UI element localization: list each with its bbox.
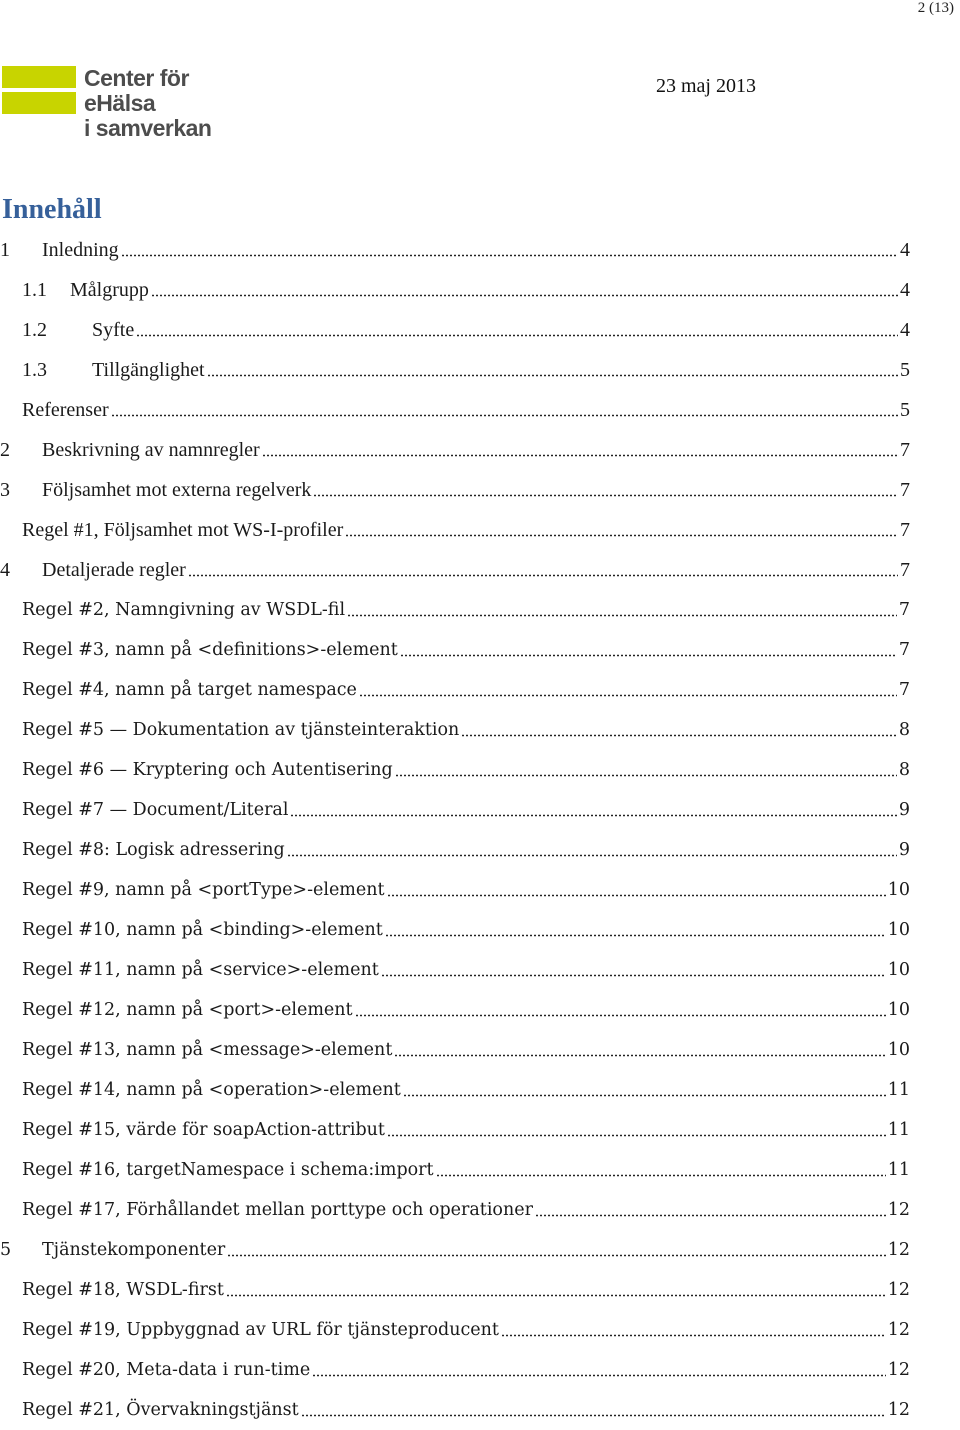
toc-entry-page: 10: [887, 960, 910, 980]
toc-entry[interactable]: [0, 310, 910, 350]
toc-entry-page: 12: [887, 1280, 910, 1300]
toc-entry-page: 4: [900, 238, 910, 261]
toc-entry-title: Regel #17, Förhållandet mellan porttype och operationer: [22, 1200, 533, 1220]
toc-entry[interactable]: [0, 1310, 910, 1350]
toc-entry[interactable]: [0, 550, 910, 590]
toc-dot-leader: [151, 294, 898, 297]
toc-entry[interactable]: [0, 910, 910, 950]
toc-entry[interactable]: [0, 870, 910, 910]
toc-dot-leader: [188, 574, 898, 577]
toc-entry-title: Tjänstekomponenter: [42, 1240, 226, 1260]
toc-entry-page: 12: [887, 1200, 910, 1220]
toc-entry[interactable]: [0, 1110, 910, 1150]
toc-entry-title: Regel #13, namn på <message>-element: [22, 1040, 393, 1060]
toc-entry-title: Beskrivning av namnregler: [42, 438, 260, 461]
toc-entry-title: Regel #10, namn på <binding>-element: [22, 920, 383, 940]
toc-entry-number: 3: [0, 478, 10, 501]
toc-entry[interactable]: [0, 750, 910, 790]
toc-entry-number: 1.1: [22, 278, 47, 301]
toc-dot-leader: [312, 1374, 886, 1377]
toc-dot-leader: [290, 814, 896, 817]
document-date: 23 maj 2013: [656, 75, 756, 97]
toc-entry[interactable]: [0, 710, 910, 750]
toc-entry-page: 12: [887, 1240, 910, 1260]
toc-entry[interactable]: [0, 1230, 910, 1270]
toc-dot-leader: [111, 414, 898, 417]
toc-dot-leader: [347, 614, 897, 617]
toc-entry-title: Regel #18, WSDL-first: [22, 1280, 224, 1300]
toc-entry[interactable]: [0, 1030, 910, 1070]
logo: [2, 65, 262, 141]
toc-heading: Innehåll: [2, 194, 102, 225]
toc-entry-page: 7: [898, 680, 910, 700]
toc-entry[interactable]: [0, 790, 910, 830]
toc-entry-number: 1.2: [22, 318, 47, 341]
toc-entry-page: 7: [900, 438, 910, 461]
toc-entry-page: 5: [900, 358, 910, 381]
toc-entry-title: Regel #6 — Kryptering och Autentisering: [22, 760, 393, 780]
toc-entry[interactable]: [0, 1070, 910, 1110]
toc-dot-leader: [501, 1334, 886, 1337]
toc-entry-title: Inledning: [42, 238, 119, 261]
toc-dot-leader: [403, 1094, 886, 1097]
toc-entry-title: Regel #8: Logisk adressering: [22, 840, 285, 860]
toc-entry-page: 4: [900, 318, 910, 341]
toc-dot-leader: [359, 694, 897, 697]
toc-entry-number: 1.3: [22, 358, 47, 381]
toc-entry[interactable]: [0, 230, 910, 270]
toc-entry-title: Referenser: [22, 398, 109, 421]
toc-dot-leader: [381, 974, 886, 977]
toc-entry[interactable]: [0, 990, 910, 1030]
toc-entry-page: 11: [887, 1080, 910, 1100]
toc-entry[interactable]: [0, 470, 910, 510]
toc-entry-number: 4: [0, 558, 10, 581]
toc-entry[interactable]: [0, 670, 910, 710]
toc-entry-title: Regel #12, namn på <port>-element: [22, 1000, 353, 1020]
toc-dot-leader: [355, 1014, 886, 1017]
logo-line-1: Center för eHälsa: [84, 65, 189, 116]
toc-entry[interactable]: [0, 1270, 910, 1310]
toc-entry[interactable]: [0, 830, 910, 870]
toc-entry[interactable]: [0, 350, 910, 390]
toc-entry[interactable]: [0, 1390, 910, 1430]
toc-entry-page: 12: [887, 1400, 910, 1420]
toc-entry[interactable]: [0, 1350, 910, 1390]
toc-dot-leader: [461, 734, 897, 737]
toc-entry-title: Regel #16, targetNamespace i schema:import: [22, 1160, 434, 1180]
toc-dot-leader: [387, 894, 886, 897]
toc-dot-leader: [387, 1134, 886, 1137]
toc-entry[interactable]: [0, 630, 910, 670]
toc-entry-page: 8: [898, 760, 910, 780]
toc-entry-number: 1: [0, 238, 10, 261]
toc-entry[interactable]: [0, 1150, 910, 1190]
toc-dot-leader: [535, 1214, 886, 1217]
toc-entry-page: 12: [887, 1320, 910, 1340]
toc-entry-page: 10: [887, 880, 910, 900]
toc-entry[interactable]: [0, 1190, 910, 1230]
toc-dot-leader: [226, 1294, 886, 1297]
logo-text: [84, 66, 262, 141]
toc-entry[interactable]: [0, 430, 910, 470]
toc-dot-leader: [287, 854, 897, 857]
toc-entry-page: 8: [898, 720, 910, 740]
toc-entry-page: 7: [900, 558, 910, 581]
toc-entry-title: Regel #7 — Document/Literal: [22, 800, 289, 820]
toc-entry-title: Regel #11, namn på <service>-element: [22, 960, 379, 980]
toc-entry-page: 7: [900, 518, 910, 541]
page-number: 2 (13): [917, 0, 954, 16]
toc-entry-page: 10: [887, 920, 910, 940]
toc-entry-number: 2: [0, 438, 10, 461]
toc-entry[interactable]: [0, 950, 910, 990]
toc-entry-title: Regel #15, värde för soapAction-attribut: [22, 1120, 385, 1140]
toc-entry-title: Regel #5 — Dokumentation av tjänsteinteraktion: [22, 720, 460, 740]
toc-entry-title: Detaljerade regler: [42, 558, 186, 581]
toc-entry-page: 11: [887, 1160, 910, 1180]
toc-entry-number: 5: [0, 1240, 12, 1260]
toc-entry-page: 7: [900, 478, 910, 501]
toc-entry-page: 5: [900, 398, 910, 421]
toc-dot-leader: [121, 254, 898, 257]
toc-dot-leader: [400, 654, 897, 657]
toc-entry-title: Regel #19, Uppbyggnad av URL för tjänsteproducent: [22, 1320, 499, 1340]
toc-entry-title: Regel #3, namn på <definitions>-element: [22, 640, 398, 660]
toc-entry-page: 9: [898, 840, 910, 860]
toc-entry-title: Regel #14, namn på <operation>-element: [22, 1080, 401, 1100]
toc-entry-title: Regel #1, Följsamhet mot WS-I-profiler: [22, 518, 344, 541]
toc-dot-leader: [385, 934, 886, 937]
toc-dot-leader: [262, 454, 898, 457]
toc-entry-page: 4: [900, 278, 910, 301]
toc-entry-page: 12: [887, 1360, 910, 1380]
toc-entry-page: 9: [898, 800, 910, 820]
toc-entry-title: Målgrupp: [70, 278, 149, 301]
toc-entry-title: Regel #21, Övervakningstjänst: [22, 1400, 299, 1420]
toc-entry-page: 10: [887, 1040, 910, 1060]
toc-dot-leader: [207, 374, 898, 377]
toc-entry-title: Följsamhet mot externa regelverk: [42, 478, 312, 501]
toc-dot-leader: [227, 1254, 885, 1257]
toc-entry-title: Regel #2, Namngivning av WSDL-fil: [22, 600, 346, 620]
toc-dot-leader: [394, 1054, 885, 1057]
toc-dot-leader: [313, 494, 898, 497]
toc-entry-title: Regel #20, Meta-data i run-time: [22, 1360, 311, 1380]
toc-dot-leader: [136, 334, 898, 337]
toc-entry[interactable]: [0, 510, 910, 550]
toc-entry-page: 11: [887, 1120, 910, 1140]
toc-entry[interactable]: [0, 390, 910, 430]
toc-entry[interactable]: [0, 590, 910, 630]
toc-entry-title: Tillgänglighet: [92, 358, 205, 381]
toc-dot-leader: [395, 774, 897, 777]
toc-entry-title: Regel #4, namn på target namespace: [22, 680, 357, 700]
toc-dot-leader: [301, 1414, 886, 1417]
toc-entry-title: Regel #9, namn på <portType>-element: [22, 880, 385, 900]
toc-dot-leader: [345, 534, 898, 537]
logo-line-2: i samverkan: [84, 115, 212, 141]
toc-entry-page: 7: [898, 640, 910, 660]
toc-dot-leader: [436, 1174, 886, 1177]
logo-bars-icon: [2, 66, 78, 118]
toc-entry[interactable]: [0, 270, 910, 310]
toc-entry-title: Syfte: [92, 318, 135, 341]
toc-entry-page: 10: [887, 1000, 910, 1020]
toc-entry-page: 7: [898, 600, 910, 620]
table-of-contents: [0, 230, 910, 1430]
